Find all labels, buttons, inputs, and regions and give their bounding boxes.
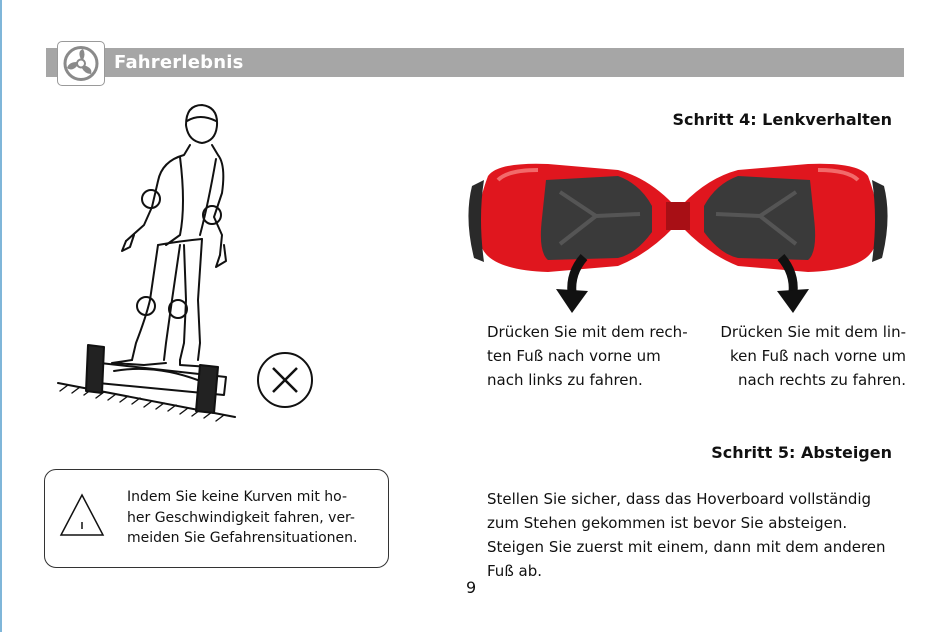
warning-box: [44, 469, 389, 568]
step4-left-caption: Drücken Sie mit dem rech- ten Fuß nach vorne um nach links zu fahren.: [487, 323, 688, 389]
step5-heading: Schritt 5: Absteigen: [711, 443, 892, 462]
step5-text: Stellen Sie sicher, dass das Hoverboard vollständig zum Stehen gekommen ist bevor Sie absteigen. Steigen Sie zuerst mit einem, dann mit dem anderen Fuß ab.: [487, 490, 886, 580]
section-title: Fahrerlebnis: [114, 52, 244, 73]
warning-text: Indem Sie keine Kurven mit ho- her Geschwindigkeit fahren, ver- meiden Sie Gefahrensituationen.: [127, 489, 358, 546]
step4-right-caption: Drücken Sie mit dem lin- ken Fuß nach vorne um nach rechts zu fahren.: [720, 323, 906, 389]
step4-heading: Schritt 4: Lenkverhalten: [672, 110, 892, 129]
warning-triangle-icon: [59, 492, 105, 538]
hoverboard-wheel-icon: [57, 41, 105, 86]
left-push-arrow-icon: [550, 255, 600, 315]
cross-in-circle-icon: [255, 350, 315, 410]
section-icon-frame: [57, 41, 105, 86]
hoverboard-top-view: [468, 158, 888, 318]
page-edge: [0, 0, 2, 632]
page-number: 9: [466, 578, 477, 597]
right-push-arrow-icon: [765, 255, 815, 315]
